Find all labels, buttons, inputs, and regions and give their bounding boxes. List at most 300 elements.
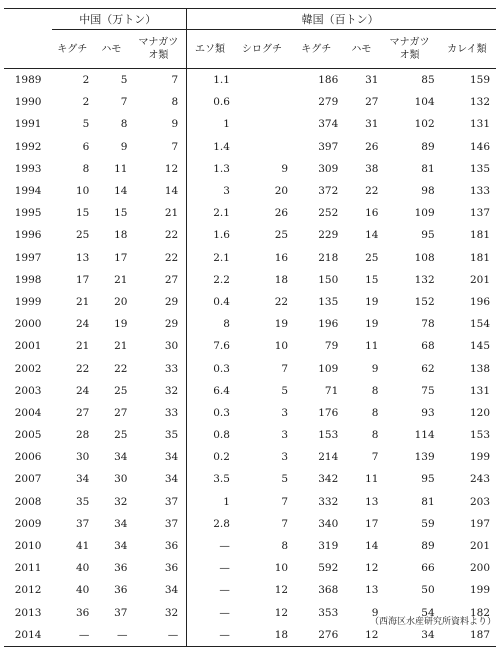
- value-cell: 20: [274, 185, 289, 198]
- value-cell: 132: [469, 96, 490, 109]
- value-cell: 153: [318, 429, 339, 442]
- value-cell: 37: [114, 606, 128, 619]
- value-cell: 89: [421, 140, 435, 153]
- value-cell: 14: [365, 229, 379, 242]
- value-cell: 19: [274, 318, 289, 331]
- table-row: [4, 269, 496, 291]
- value-cell: 32: [164, 606, 179, 619]
- value-cell: 340: [318, 517, 339, 530]
- value-cell: 1: [187, 491, 233, 513]
- value-cell: 10: [75, 185, 90, 198]
- value-cell: 59: [421, 517, 435, 530]
- value-cell: 34: [164, 473, 179, 486]
- value-cell: 1: [187, 113, 233, 135]
- value-cell: 18: [114, 229, 128, 242]
- table-row: [4, 180, 496, 202]
- year-cell: 2000: [14, 318, 42, 331]
- value-cell: 37: [75, 517, 90, 530]
- value-cell: 104: [414, 96, 435, 109]
- source-note: （西海区水産研究所資料より）: [369, 617, 496, 627]
- value-cell: 14: [114, 185, 128, 198]
- value-cell: 214: [318, 451, 339, 464]
- value-cell: 9: [120, 140, 128, 153]
- value-cell: 37: [164, 495, 179, 508]
- value-cell: 25: [365, 251, 379, 264]
- table-row: [4, 357, 496, 379]
- value-cell: 368: [318, 584, 339, 597]
- table-row: [4, 624, 496, 647]
- value-cell: 9: [371, 362, 379, 375]
- value-cell: 7: [171, 140, 179, 153]
- value-cell: 3.5: [187, 468, 233, 490]
- value-cell: 201: [469, 540, 490, 553]
- value-cell: 15: [114, 207, 128, 220]
- value-cell: 85: [421, 74, 435, 87]
- value-cell: 7: [120, 96, 128, 109]
- value-cell: 41: [75, 540, 90, 553]
- value-cell: 12: [274, 606, 289, 619]
- year-cell: 2013: [14, 606, 42, 619]
- value-cell: [233, 69, 291, 92]
- value-cell: 30: [114, 473, 128, 486]
- table-row: [4, 402, 496, 424]
- value-cell: 276: [291, 624, 341, 647]
- value-cell: 229: [318, 229, 339, 242]
- table-row: [4, 158, 496, 180]
- year-cell: 1996: [14, 229, 42, 242]
- value-cell: 25: [75, 229, 90, 242]
- value-cell: 135: [318, 295, 339, 308]
- value-cell: 36: [114, 562, 128, 575]
- value-cell: 68: [421, 340, 435, 353]
- value-cell: 332: [318, 495, 339, 508]
- value-cell: 21: [114, 340, 128, 353]
- value-cell: 109: [318, 362, 339, 375]
- value-cell: 24: [75, 384, 90, 397]
- value-cell: 374: [318, 118, 339, 131]
- table-row: [4, 380, 496, 402]
- value-cell: 66: [421, 562, 435, 575]
- value-cell: 30: [75, 451, 90, 464]
- value-cell: 27: [365, 96, 379, 109]
- value-cell: 25: [274, 229, 289, 242]
- value-cell: 15: [365, 273, 379, 286]
- value-cell: 7: [281, 495, 289, 508]
- value-cell: 243: [469, 473, 490, 486]
- value-cell: 11: [114, 162, 128, 175]
- table-row: [4, 113, 496, 135]
- value-cell: 133: [469, 185, 490, 198]
- value-cell: 131: [469, 384, 490, 397]
- value-cell: 22: [164, 229, 179, 242]
- year-header: [4, 30, 52, 69]
- value-cell: 22: [164, 251, 179, 264]
- value-cell: 187: [438, 624, 496, 647]
- value-cell: 159: [469, 74, 490, 87]
- value-cell: 8: [281, 540, 289, 553]
- corner-cell: [4, 9, 52, 30]
- value-cell: 32: [114, 495, 128, 508]
- year-cell: 2011: [14, 562, 42, 575]
- value-cell: 6.4: [187, 380, 233, 402]
- value-cell: 196: [318, 318, 339, 331]
- value-cell: 54: [421, 606, 435, 619]
- value-cell: 218: [318, 251, 339, 264]
- table-row: [4, 491, 496, 513]
- value-cell: —: [130, 624, 186, 647]
- value-cell: 279: [318, 96, 339, 109]
- value-cell: 11: [365, 340, 379, 353]
- value-cell: 7.6: [187, 335, 233, 357]
- value-cell: 22: [114, 362, 128, 375]
- value-cell: 8: [187, 313, 233, 335]
- value-cell: 5: [281, 473, 289, 486]
- table-row: [4, 69, 496, 92]
- column-header: シログチ: [233, 30, 291, 69]
- value-cell: 29: [164, 318, 179, 331]
- value-cell: 36: [114, 584, 128, 597]
- year-cell: 1999: [14, 295, 42, 308]
- value-cell: 0.6: [187, 91, 233, 113]
- table-row: [4, 136, 496, 158]
- year-cell: 2006: [14, 451, 42, 464]
- value-cell: 176: [318, 406, 339, 419]
- column-header: エソ類: [187, 30, 233, 69]
- value-cell: 131: [469, 118, 490, 131]
- value-cell: 20: [114, 295, 128, 308]
- table-row: [4, 224, 496, 246]
- value-cell: 21: [164, 207, 179, 220]
- table-row: [4, 579, 496, 601]
- value-cell: 0.3: [187, 357, 233, 379]
- value-cell: 79: [324, 340, 339, 353]
- value-cell: —: [187, 557, 233, 579]
- value-cell: 89: [421, 540, 435, 553]
- value-cell: 19: [365, 295, 379, 308]
- value-cell: 200: [469, 562, 490, 575]
- value-cell: 36: [75, 606, 90, 619]
- column-header: キグチ: [291, 30, 341, 69]
- value-cell: 31: [365, 74, 379, 87]
- value-cell: 1.4: [187, 136, 233, 158]
- column-header: マナガツオ類: [381, 30, 437, 69]
- value-cell: 16: [365, 207, 379, 220]
- value-cell: 181: [469, 229, 490, 242]
- value-cell: 36: [164, 562, 179, 575]
- value-cell: 30: [164, 340, 179, 353]
- value-cell: 197: [469, 517, 490, 530]
- year-cell: 2008: [14, 495, 42, 508]
- value-cell: 10: [274, 340, 289, 353]
- value-cell: 29: [164, 295, 179, 308]
- value-cell: 7: [281, 517, 289, 530]
- value-cell: 17: [114, 251, 128, 264]
- table-row: [4, 513, 496, 535]
- value-cell: 181: [469, 251, 490, 264]
- value-cell: 186: [318, 74, 339, 87]
- year-cell: 2007: [14, 473, 42, 486]
- year-cell: 1991: [14, 118, 42, 131]
- value-cell: 0.2: [187, 446, 233, 468]
- value-cell: 34: [114, 540, 128, 553]
- table-body: [4, 69, 496, 647]
- value-cell: 7: [281, 362, 289, 375]
- column-header: カレイ類: [438, 30, 496, 69]
- value-cell: 10: [274, 562, 289, 575]
- value-cell: 372: [318, 185, 339, 198]
- column-header-row: [4, 30, 496, 69]
- value-cell: 21: [75, 295, 90, 308]
- value-cell: 8: [371, 384, 379, 397]
- year-cell: 1992: [14, 140, 42, 153]
- value-cell: 146: [469, 140, 490, 153]
- value-cell: 199: [469, 451, 490, 464]
- table-row: [4, 335, 496, 357]
- value-cell: 34: [114, 451, 128, 464]
- value-cell: 1.6: [187, 224, 233, 246]
- value-cell: 16: [274, 251, 289, 264]
- value-cell: 18: [274, 273, 289, 286]
- value-cell: 24: [75, 318, 90, 331]
- value-cell: 34: [75, 473, 90, 486]
- year-cell: 1989: [14, 74, 42, 87]
- value-cell: 25: [114, 384, 128, 397]
- value-cell: 50: [421, 584, 435, 597]
- year-cell: 2001: [14, 340, 42, 353]
- value-cell: 9: [281, 162, 289, 175]
- value-cell: 33: [164, 406, 179, 419]
- value-cell: 26: [365, 140, 379, 153]
- value-cell: 7: [371, 451, 379, 464]
- value-cell: 27: [164, 273, 179, 286]
- value-cell: 12: [274, 584, 289, 597]
- year-cell: 2010: [14, 540, 42, 553]
- value-cell: 309: [318, 162, 339, 175]
- korea-group-header: 韓国（百トン）: [187, 9, 496, 30]
- value-cell: 40: [75, 562, 90, 575]
- table-row: [4, 446, 496, 468]
- value-cell: 37: [164, 517, 179, 530]
- value-cell: 8: [371, 429, 379, 442]
- china-group-header: 中国（万トン）: [52, 9, 187, 30]
- value-cell: 2.8: [187, 513, 233, 535]
- value-cell: 2.2: [187, 269, 233, 291]
- year-cell: 1994: [14, 185, 42, 198]
- table-row: [4, 557, 496, 579]
- value-cell: 18: [233, 624, 291, 647]
- value-cell: 22: [75, 362, 90, 375]
- value-cell: [233, 91, 291, 113]
- value-cell: 182: [469, 606, 490, 619]
- value-cell: 12: [164, 162, 179, 175]
- value-cell: 95: [421, 229, 435, 242]
- value-cell: 22: [274, 295, 289, 308]
- value-cell: 109: [414, 207, 435, 220]
- value-cell: 27: [75, 406, 90, 419]
- year-cell: 2004: [14, 406, 42, 419]
- column-header: ハモ: [341, 30, 381, 69]
- table-row: [4, 202, 496, 224]
- value-cell: 8: [82, 162, 90, 175]
- value-cell: 102: [414, 118, 435, 131]
- value-cell: 139: [414, 451, 435, 464]
- value-cell: 38: [365, 162, 379, 175]
- year-cell: 2012: [14, 584, 42, 597]
- value-cell: 120: [469, 406, 490, 419]
- value-cell: 114: [414, 429, 435, 442]
- group-header-row: [4, 9, 496, 30]
- value-cell: 19: [365, 318, 379, 331]
- year-cell: 2014: [4, 624, 52, 647]
- value-cell: 17: [365, 517, 379, 530]
- table-row: [4, 313, 496, 335]
- value-cell: 21: [75, 340, 90, 353]
- value-cell: 25: [114, 429, 128, 442]
- value-cell: 93: [421, 406, 435, 419]
- value-cell: 27: [114, 406, 128, 419]
- value-cell: 319: [318, 540, 339, 553]
- value-cell: 7: [171, 74, 179, 87]
- value-cell: 71: [324, 384, 339, 397]
- value-cell: 152: [414, 295, 435, 308]
- year-cell: 2005: [14, 429, 42, 442]
- value-cell: 1.3: [187, 158, 233, 180]
- year-cell: 2002: [14, 362, 42, 375]
- value-cell: 12: [341, 624, 381, 647]
- table-row: [4, 247, 496, 269]
- column-header: ハモ: [92, 30, 130, 69]
- value-cell: 81: [421, 495, 435, 508]
- column-header: マナガツオ類: [130, 30, 186, 69]
- value-cell: 199: [469, 584, 490, 597]
- value-cell: —: [52, 624, 92, 647]
- value-cell: 8: [371, 406, 379, 419]
- table-row: [4, 468, 496, 490]
- value-cell: 17: [75, 273, 90, 286]
- value-cell: 0.8: [187, 424, 233, 446]
- value-cell: 252: [318, 207, 339, 220]
- value-cell: 15: [75, 207, 90, 220]
- value-cell: 342: [318, 473, 339, 486]
- value-cell: 78: [421, 318, 435, 331]
- value-cell: —: [92, 624, 130, 647]
- year-cell: 1993: [14, 162, 42, 175]
- value-cell: 2: [82, 96, 90, 109]
- value-cell: 145: [469, 340, 490, 353]
- table-row: [4, 91, 496, 113]
- year-cell: 1995: [14, 207, 42, 220]
- value-cell: 3: [281, 406, 289, 419]
- value-cell: 28: [75, 429, 90, 442]
- value-cell: 2: [82, 74, 90, 87]
- value-cell: 33: [164, 362, 179, 375]
- year-cell: 1997: [14, 251, 42, 264]
- value-cell: 8: [171, 96, 179, 109]
- value-cell: 5: [120, 74, 128, 87]
- value-cell: 353: [318, 606, 339, 619]
- value-cell: 11: [365, 473, 379, 486]
- value-cell: 153: [469, 429, 490, 442]
- value-cell: 31: [365, 118, 379, 131]
- value-cell: 5: [281, 384, 289, 397]
- year-cell: 1990: [14, 96, 42, 109]
- value-cell: 137: [469, 207, 490, 220]
- value-cell: 9: [371, 606, 379, 619]
- value-cell: 13: [365, 495, 379, 508]
- value-cell: 203: [469, 495, 490, 508]
- value-cell: 3: [187, 180, 233, 202]
- value-cell: 34: [114, 517, 128, 530]
- value-cell: 75: [421, 384, 435, 397]
- value-cell: 3: [281, 451, 289, 464]
- value-cell: 154: [469, 318, 490, 331]
- value-cell: 2.1: [187, 247, 233, 269]
- column-header: キグチ: [52, 30, 92, 69]
- value-cell: 14: [365, 540, 379, 553]
- value-cell: 196: [469, 295, 490, 308]
- value-cell: 6: [82, 140, 90, 153]
- value-cell: 13: [75, 251, 90, 264]
- value-cell: 0.4: [187, 291, 233, 313]
- value-cell: 35: [75, 495, 90, 508]
- value-cell: 138: [469, 362, 490, 375]
- value-cell: 14: [164, 185, 179, 198]
- value-cell: 34: [164, 584, 179, 597]
- value-cell: 0.3: [187, 402, 233, 424]
- value-cell: 36: [164, 540, 179, 553]
- value-cell: 35: [164, 429, 179, 442]
- value-cell: 12: [365, 562, 379, 575]
- value-cell: —: [187, 579, 233, 601]
- value-cell: 26: [274, 207, 289, 220]
- value-cell: 98: [421, 185, 435, 198]
- value-cell: 8: [120, 118, 128, 131]
- value-cell: 135: [469, 162, 490, 175]
- value-cell: 201: [469, 273, 490, 286]
- value-cell: [233, 136, 291, 158]
- year-cell: 2003: [14, 384, 42, 397]
- value-cell: —: [187, 602, 233, 624]
- value-cell: 108: [414, 251, 435, 264]
- value-cell: 81: [421, 162, 435, 175]
- table-row: [4, 291, 496, 313]
- value-cell: 592: [318, 562, 339, 575]
- value-cell: 34: [381, 624, 437, 647]
- value-cell: 95: [421, 473, 435, 486]
- value-cell: 5: [82, 118, 90, 131]
- value-cell: 132: [414, 273, 435, 286]
- value-cell: [233, 113, 291, 135]
- catch-statistics-table: [4, 8, 496, 647]
- table-row: [4, 535, 496, 557]
- value-cell: 397: [318, 140, 339, 153]
- value-cell: —: [187, 624, 233, 647]
- year-cell: 2009: [14, 517, 42, 530]
- value-cell: 2.1: [187, 202, 233, 224]
- value-cell: 1.1: [187, 69, 233, 92]
- value-cell: 62: [421, 362, 435, 375]
- value-cell: 40: [75, 584, 90, 597]
- value-cell: 3: [281, 429, 289, 442]
- value-cell: 21: [114, 273, 128, 286]
- value-cell: 150: [318, 273, 339, 286]
- value-cell: 32: [164, 384, 179, 397]
- value-cell: 22: [365, 185, 379, 198]
- value-cell: 13: [365, 584, 379, 597]
- table-row: [4, 424, 496, 446]
- value-cell: 9: [171, 118, 179, 131]
- value-cell: —: [187, 535, 233, 557]
